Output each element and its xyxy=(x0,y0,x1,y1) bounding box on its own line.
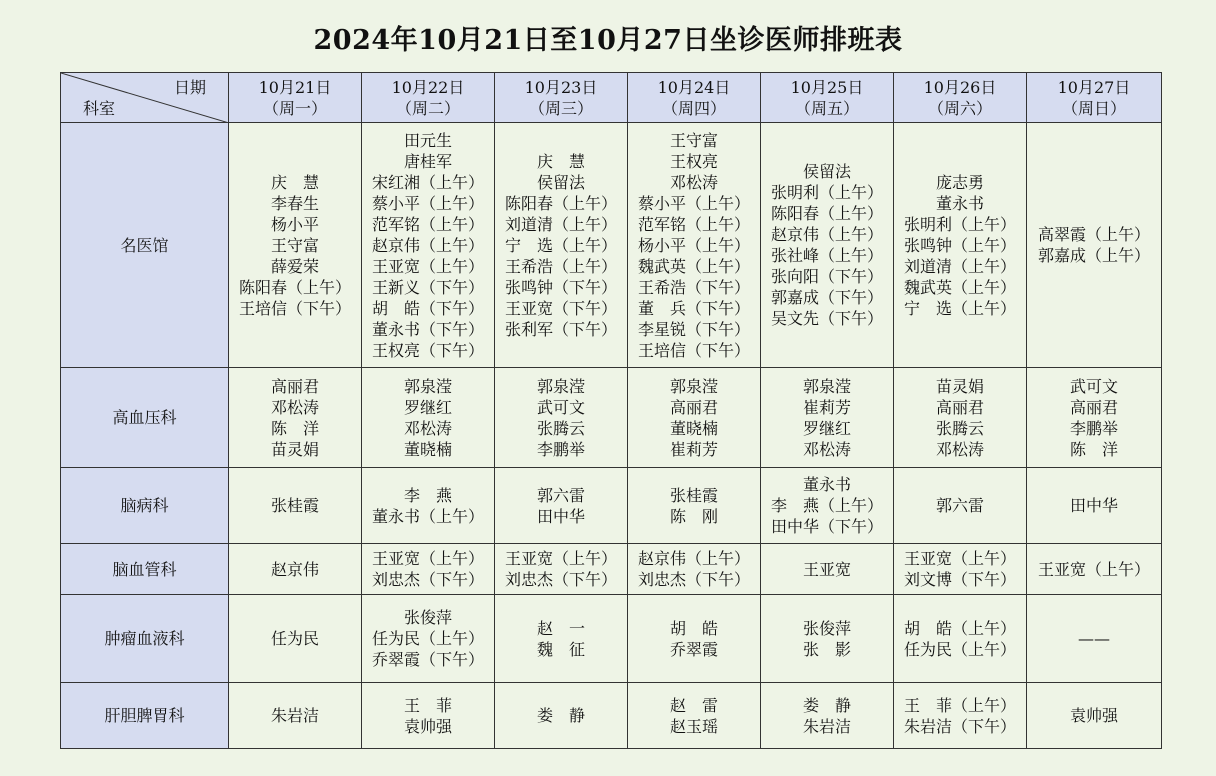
doctor-entry: 刘道清（上午） xyxy=(504,214,617,234)
doctor-entry: 张俊萍 xyxy=(802,618,851,638)
schedule-cell xyxy=(1027,123,1162,368)
doctor-entry: 陈阳春（上午） xyxy=(504,193,617,213)
doctor-entry: 武可文 xyxy=(536,397,585,417)
doctor-entry: 郭嘉成（上午） xyxy=(1037,246,1150,265)
doctor-entry: 胡 皓（上午） xyxy=(903,618,1016,638)
day-header xyxy=(362,73,495,123)
header-row xyxy=(61,73,1162,123)
schedule-cell xyxy=(229,468,362,544)
day-header xyxy=(1027,73,1162,123)
doctor-entry: 董晓楠 xyxy=(403,439,452,459)
doctor-entry: 李 燕 xyxy=(403,485,452,505)
doctor-entry: 郭六雷 xyxy=(536,485,585,505)
doctor-entry: 高翠霞（上午） xyxy=(1037,225,1150,244)
schedule-cell xyxy=(362,123,495,368)
doctor-entry: 张腾云 xyxy=(935,418,984,438)
table-row xyxy=(61,544,1162,595)
doctor-entry: 王守富 xyxy=(270,235,319,255)
doctor-entry: 苗灵娟 xyxy=(935,376,984,396)
doctor-entry: 王 菲 xyxy=(403,695,452,715)
doctor-entry: 庞志勇 xyxy=(935,172,984,192)
doctor-entry: 张社峰（上午） xyxy=(770,246,883,265)
schedule-cell xyxy=(628,683,761,749)
day-weekday: （周一） xyxy=(262,98,327,118)
schedule-cell xyxy=(761,123,894,368)
doctor-entry: 武可文 xyxy=(1069,376,1118,396)
dept-cell: 高血压科 xyxy=(61,368,229,468)
doctor-entry: 杨小平 xyxy=(270,214,319,234)
dept-cell: 脑病科 xyxy=(61,468,229,544)
schedule-table xyxy=(60,72,1162,749)
doctor-entry: 胡 皓（下午） xyxy=(371,298,484,318)
doctor-entry: 王权亮 xyxy=(669,151,718,171)
doctor-entry: 魏 征 xyxy=(536,639,585,659)
doctor-entry: 邓松涛 xyxy=(935,439,984,459)
doctor-entry: 刘忠杰（下午） xyxy=(637,570,750,589)
doctor-entry: 高丽君 xyxy=(669,397,718,417)
schedule-cell xyxy=(894,468,1027,544)
doctor-entry: 崔莉芳 xyxy=(669,439,718,459)
schedule-cell xyxy=(229,544,362,595)
doctor-entry: 朱岩洁（下午） xyxy=(903,716,1016,736)
doctor-entry: 李 燕（上午） xyxy=(770,496,883,515)
doctor-entry: 魏武英（上午） xyxy=(903,277,1016,297)
doctor-entry: 赵京伟（上午） xyxy=(770,225,883,244)
day-weekday: （周三） xyxy=(528,98,593,118)
doctor-entry: 赵京伟 xyxy=(270,559,319,579)
doctor-entry: 张明利（上午） xyxy=(903,214,1016,234)
doctor-entry: 庆 慧 xyxy=(270,172,319,192)
doctor-entry: 高丽君 xyxy=(270,376,319,396)
corner-date-label: 日期 xyxy=(173,78,206,97)
dept-cell: 肝胆脾胃科 xyxy=(61,683,229,749)
day-weekday: （周日） xyxy=(1061,98,1126,118)
doctor-entry: 董晓楠 xyxy=(669,418,718,438)
doctor-entry: 王亚宽 xyxy=(802,559,851,579)
doctor-entry: 王权亮（下午） xyxy=(371,340,484,360)
doctor-entry: 董永书 xyxy=(802,475,851,494)
doctor-entry: 张桂霞 xyxy=(270,496,319,515)
doctor-entry: 乔翠霞（下午） xyxy=(371,650,484,669)
doctor-entry: 董永书 xyxy=(935,193,984,213)
schedule-cell xyxy=(229,595,362,683)
day-date: 10月25日 xyxy=(790,77,864,97)
schedule-cell xyxy=(1027,544,1162,595)
doctor-entry: 王亚宽（上午） xyxy=(371,256,484,276)
doctor-entry: 李鹏举 xyxy=(1069,418,1118,438)
schedule-cell xyxy=(1027,368,1162,468)
day-date: 10月24日 xyxy=(657,77,731,97)
doctor-entry: 郭六雷 xyxy=(935,496,984,515)
doctor-entry: 乔翠霞 xyxy=(669,639,718,659)
day-date: 10月27日 xyxy=(1057,77,1131,97)
doctor-entry: 王希浩（上午） xyxy=(504,256,617,276)
corner-header xyxy=(61,73,229,123)
doctor-entry: 陈 洋 xyxy=(270,418,319,438)
doctor-entry: 田中华 xyxy=(1069,496,1118,515)
doctor-entry: 李鹏举 xyxy=(536,439,585,459)
schedule-body xyxy=(61,123,1162,749)
schedule-cell xyxy=(761,468,894,544)
day-weekday: （周六） xyxy=(927,98,992,118)
doctor-entry: 王亚宽（上午） xyxy=(1037,559,1150,579)
schedule-cell xyxy=(362,595,495,683)
doctor-entry: 朱岩洁 xyxy=(802,716,851,736)
doctor-entry: 田中华 xyxy=(536,506,585,526)
doctor-entry: 王亚宽（下午） xyxy=(504,298,617,318)
doctor-entry: 魏武英（上午） xyxy=(637,256,750,276)
doctor-entry: 王希浩（下午） xyxy=(637,277,750,297)
schedule-cell xyxy=(894,544,1027,595)
schedule-cell xyxy=(495,544,628,595)
doctor-entry: 张利军（下午） xyxy=(504,319,617,339)
doctor-entry: 田中华（下午） xyxy=(770,517,883,536)
doctor-entry: 刘文博（下午） xyxy=(903,570,1016,589)
doctor-entry: 庆 慧 xyxy=(536,151,585,171)
doctor-entry: 王培信（下午） xyxy=(637,340,750,360)
doctor-entry: 张桂霞 xyxy=(669,485,718,505)
doctor-entry: 陈阳春（上午） xyxy=(238,277,351,297)
dept-cell: 脑血管科 xyxy=(61,544,229,595)
schedule-cell xyxy=(761,683,894,749)
doctor-entry: 赵京伟（上午） xyxy=(637,549,750,568)
doctor-entry: 郭嘉成（下午） xyxy=(770,288,883,307)
doctor-entry: 陈阳春（上午） xyxy=(770,204,883,223)
doctor-entry: 袁帅强 xyxy=(1069,706,1118,725)
doctor-entry: 杨小平（上午） xyxy=(637,235,750,255)
schedule-cell xyxy=(628,468,761,544)
schedule-cell xyxy=(628,544,761,595)
doctor-entry: 王守富 xyxy=(669,130,718,150)
doctor-entry: 王新义（下午） xyxy=(371,277,484,297)
schedule-cell xyxy=(1027,468,1162,544)
schedule-cell xyxy=(495,468,628,544)
doctor-entry: 董 兵（下午） xyxy=(637,298,750,318)
doctor-entry: 李星锐（下午） xyxy=(637,319,750,339)
day-weekday: （周二） xyxy=(395,98,460,118)
doctor-entry: 郭泉滢 xyxy=(536,376,585,396)
doctor-entry: 邓松涛 xyxy=(669,172,718,192)
doctor-entry: 陈 洋 xyxy=(1069,439,1118,459)
doctor-entry: 高丽君 xyxy=(1069,397,1118,417)
doctor-entry: 娄 静 xyxy=(802,695,851,715)
schedule-cell xyxy=(362,368,495,468)
schedule-cell xyxy=(362,468,495,544)
doctor-entry: 罗继红 xyxy=(403,397,452,417)
day-date: 10月23日 xyxy=(524,77,598,97)
dept-cell: 肿瘤血液科 xyxy=(61,595,229,683)
schedule-cell xyxy=(229,123,362,368)
doctor-entry: 王 菲（上午） xyxy=(903,695,1016,715)
doctor-entry: 娄 静 xyxy=(536,706,585,725)
doctor-entry: 宁 选（上午） xyxy=(504,235,617,255)
day-date: 10月22日 xyxy=(391,77,465,97)
table-row xyxy=(61,368,1162,468)
table-row xyxy=(61,468,1162,544)
table-row xyxy=(61,123,1162,368)
doctor-entry: 王培信（下午） xyxy=(238,298,351,318)
doctor-entry: 范军铭（上午） xyxy=(371,214,484,234)
doctor-entry: 苗灵娟 xyxy=(270,439,319,459)
doctor-entry: 袁帅强 xyxy=(403,716,452,736)
schedule-cell xyxy=(628,368,761,468)
doctor-entry: 任为民 xyxy=(270,629,319,648)
doctor-entry: 张鸣钟（下午） xyxy=(504,277,617,297)
doctor-entry: 赵京伟（上午） xyxy=(371,235,484,255)
day-header xyxy=(229,73,362,123)
schedule-cell xyxy=(495,683,628,749)
schedule-cell xyxy=(894,683,1027,749)
schedule-cell xyxy=(628,595,761,683)
schedule-cell xyxy=(1027,595,1162,683)
day-header xyxy=(894,73,1027,123)
doctor-entry: 崔莉芳 xyxy=(802,397,851,417)
schedule-cell xyxy=(362,544,495,595)
doctor-entry: 赵 雷 xyxy=(669,695,718,715)
doctor-entry: 邓松涛 xyxy=(403,418,452,438)
doctor-entry: 唐桂军 xyxy=(403,151,452,171)
doctor-entry: 范军铭（上午） xyxy=(637,214,750,234)
doctor-entry: 任为民（上午） xyxy=(903,639,1016,659)
doctor-entry: 刘忠杰（下午） xyxy=(504,570,617,589)
doctor-entry: 吴文先（下午） xyxy=(770,309,883,328)
schedule-cell xyxy=(761,595,894,683)
schedule-cell xyxy=(628,123,761,368)
day-date: 10月21日 xyxy=(258,77,332,97)
day-header xyxy=(761,73,894,123)
doctor-entry: 宁 选（上午） xyxy=(903,298,1016,318)
doctor-entry: 刘忠杰（下午） xyxy=(371,570,484,589)
doctor-entry: 蔡小平（上午） xyxy=(637,193,750,213)
schedule-cell xyxy=(761,368,894,468)
doctor-entry: 郭泉滢 xyxy=(403,376,452,396)
schedule-cell xyxy=(229,368,362,468)
corner-dept-label: 科室 xyxy=(83,99,116,118)
page-title: 2024年10月21日至10月27日坐诊医师排班表 xyxy=(313,25,903,56)
doctor-entry: 张向阳（下午） xyxy=(770,267,883,286)
day-date: 10月26日 xyxy=(923,77,997,97)
schedule-cell xyxy=(495,123,628,368)
day-header xyxy=(495,73,628,123)
doctor-entry: 朱岩洁 xyxy=(270,706,319,725)
doctor-entry: 田元生 xyxy=(403,130,452,150)
doctor-entry: 罗继红 xyxy=(802,418,851,438)
day-header xyxy=(628,73,761,123)
dept-cell: 名医馆 xyxy=(61,123,229,368)
table-row xyxy=(61,683,1162,749)
schedule-cell xyxy=(1027,683,1162,749)
doctor-entry: 赵玉瑶 xyxy=(669,716,718,736)
schedule-cell xyxy=(894,368,1027,468)
doctor-entry: 蔡小平（上午） xyxy=(371,193,484,213)
doctor-entry: 侯留法 xyxy=(536,172,585,192)
doctor-entry: 郭泉滢 xyxy=(802,376,851,396)
doctor-entry: 王亚宽（上午） xyxy=(903,549,1016,568)
doctor-entry: 张明利（上午） xyxy=(770,183,883,202)
doctor-entry: 赵 一 xyxy=(536,618,585,638)
doctor-entry: 张俊萍 xyxy=(403,608,452,627)
doctor-entry: 李春生 xyxy=(270,193,319,213)
schedule-cell xyxy=(761,544,894,595)
doctor-entry: 郭泉滢 xyxy=(669,376,718,396)
schedule-cell xyxy=(894,595,1027,683)
day-weekday: （周四） xyxy=(661,98,726,118)
doctor-entry: 邓松涛 xyxy=(270,397,319,417)
schedule-cell xyxy=(495,368,628,468)
doctor-entry: 胡 皓 xyxy=(669,618,718,638)
doctor-entry: 侯留法 xyxy=(802,162,851,181)
doctor-entry: 董永书（下午） xyxy=(371,319,484,339)
schedule-cell xyxy=(362,683,495,749)
day-weekday: （周五） xyxy=(794,98,859,118)
doctor-entry: 刘道清（上午） xyxy=(903,256,1016,276)
schedule-cell xyxy=(495,595,628,683)
doctor-entry: 张 影 xyxy=(802,639,851,659)
doctor-entry: 王亚宽（上午） xyxy=(371,549,484,568)
doctor-entry: 任为民（上午） xyxy=(371,629,484,648)
doctor-entry: 宋红湘（上午） xyxy=(371,172,484,192)
doctor-entry: 陈 刚 xyxy=(669,506,718,526)
doctor-entry: 邓松涛 xyxy=(802,439,851,459)
doctor-entry: 董永书（上午） xyxy=(371,506,484,526)
doctor-entry: 高丽君 xyxy=(935,397,984,417)
table-row xyxy=(61,595,1162,683)
doctor-entry: 张腾云 xyxy=(536,418,585,438)
schedule-cell xyxy=(894,123,1027,368)
doctor-entry: —— xyxy=(1078,629,1110,648)
doctor-entry: 王亚宽（上午） xyxy=(504,549,617,568)
doctor-entry: 薛爱荣 xyxy=(270,256,319,276)
schedule-cell xyxy=(229,683,362,749)
doctor-entry: 张鸣钟（上午） xyxy=(903,235,1016,255)
